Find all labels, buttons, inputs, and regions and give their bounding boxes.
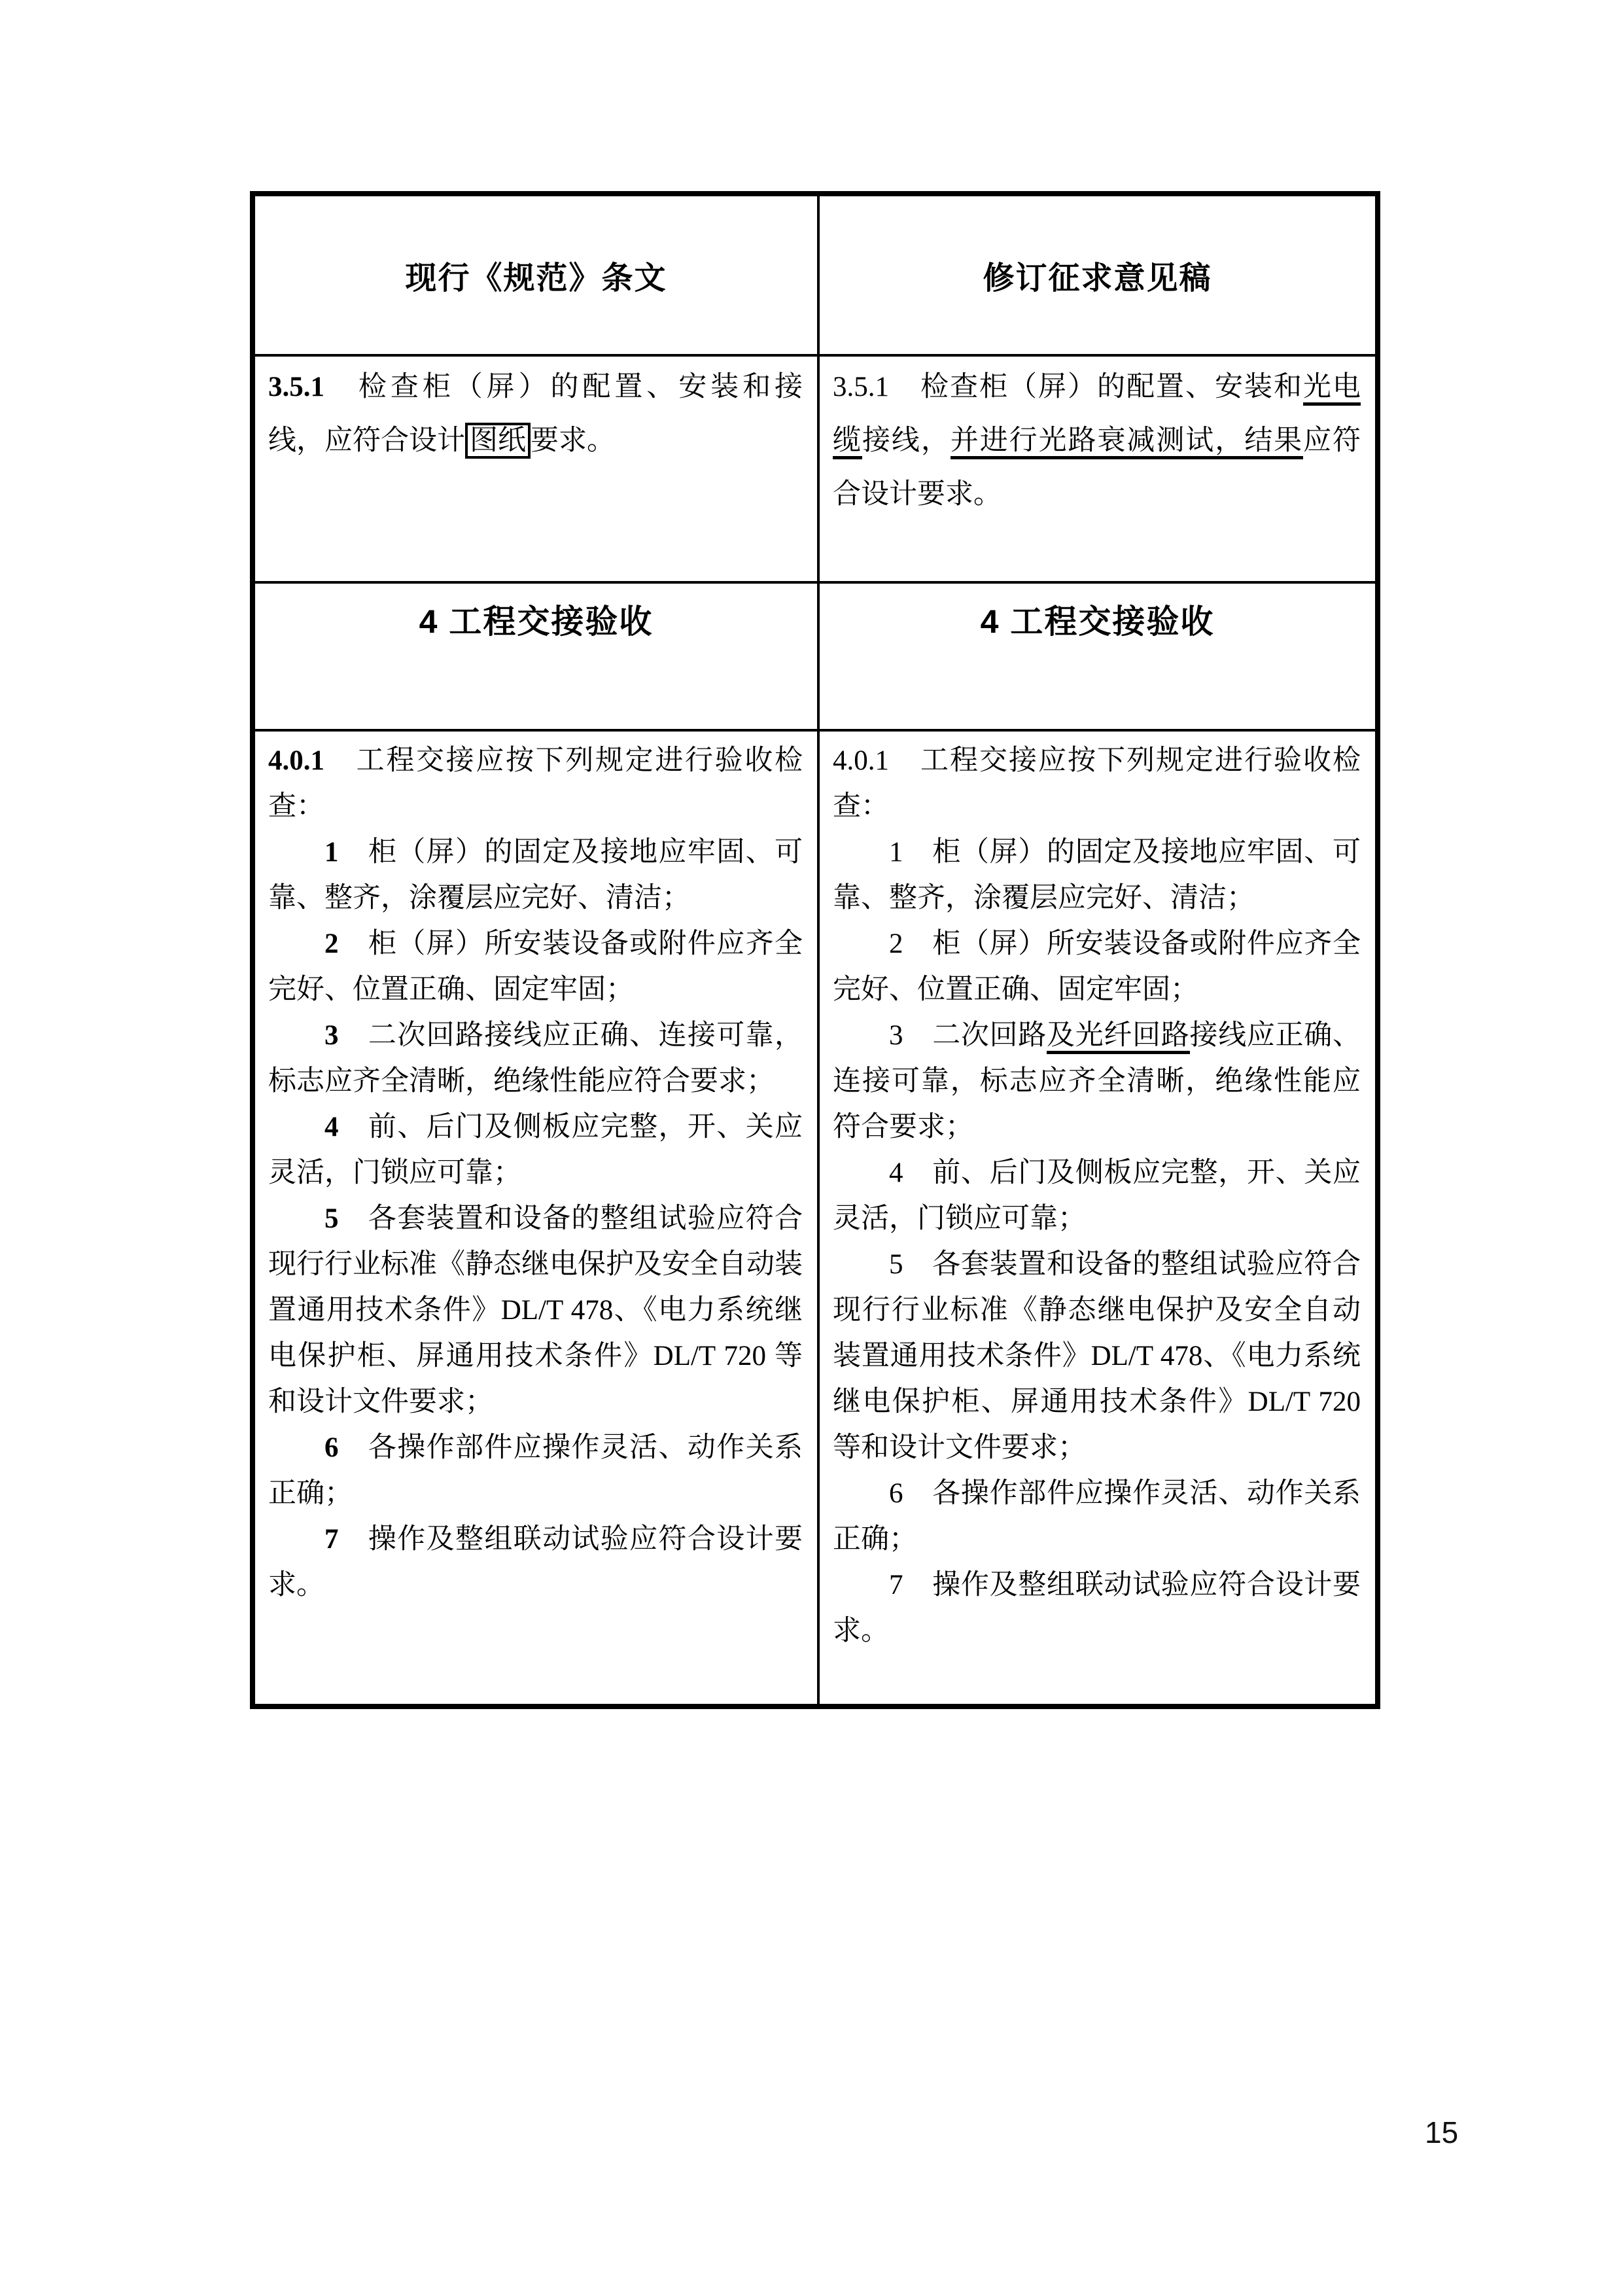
list-item: 6 各操作部件应操作灵活、动作关系正确； [268, 1432, 803, 1509]
item-number: 2 [324, 928, 339, 959]
inserted-text: 并进行光路衰减测试，结果 [951, 425, 1303, 459]
inserted-text: 及光纤回路 [1047, 1020, 1190, 1054]
item-number: 3 [889, 1020, 903, 1051]
clause-3-5-1-current [255, 357, 820, 581]
item-number: 3 [324, 1020, 339, 1051]
list-item: 1 柜（屏）的固定及接地应牢固、可靠、整齐，涂覆层应完好、清洁； [833, 837, 1361, 913]
inserted-text: 光电缆 [833, 372, 1361, 459]
list-item: 3 二次回路接线应正确、连接可靠，标志应齐全清晰，绝缘性能应符合要求； [268, 1020, 803, 1097]
list-item: 2 柜（屏）所安装设备或附件应齐全完好、位置正确、固定牢固； [268, 928, 803, 1005]
list-item: 4 前、后门及侧板应完整，开、关应灵活，门锁应可靠； [833, 1157, 1361, 1234]
clause-4-0-1-revised [820, 732, 1375, 1704]
item-number: 5 [324, 1203, 339, 1234]
list-item: 2 柜（屏）所安装设备或附件应齐全完好、位置正确、固定牢固； [833, 928, 1361, 1005]
clause-number: 4.0.1 [268, 745, 324, 776]
clause-intro: 4.0.1 工程交接应按下列规定进行验收检查： [268, 745, 803, 822]
comparison-table [250, 191, 1380, 1709]
item-number: 2 [889, 928, 903, 959]
item-number: 1 [324, 837, 339, 868]
clause-3-5-1-revised [820, 357, 1375, 581]
list-item: 7 操作及整组联动试验应符合设计要求。 [268, 1524, 803, 1600]
item-number: 4 [889, 1157, 903, 1188]
item-number: 6 [324, 1432, 339, 1463]
list-item: 3 二次回路及光纤回路接线应正确、连接可靠，标志应齐全清晰，绝缘性能应符合要求； [833, 1020, 1361, 1142]
table-header-row [255, 196, 1375, 357]
header-current-spec: 现行《规范》条文 [255, 196, 820, 354]
list-item: 1 柜（屏）的固定及接地应牢固、可靠、整齐，涂覆层应完好、清洁； [268, 837, 803, 913]
item-number: 4 [324, 1112, 339, 1142]
item-number: 1 [889, 837, 903, 868]
clause-3-5-1-revised-text: 3.5.1 检查柜（屏）的配置、安装和光电缆接线，并进行光路衰减测试，结果应符合设计要求。 [833, 372, 1361, 510]
item-number: 6 [889, 1478, 903, 1509]
boxed-deleted-text: 图纸 [465, 423, 531, 459]
clause-number: 3.5.1 [833, 372, 889, 402]
header-revision-draft: 修订征求意见稿 [983, 261, 1212, 296]
section-heading-revised: 4 工程交接验收 [980, 603, 1215, 640]
clause-number: 4.0.1 [833, 745, 889, 776]
section-heading-current: 4 工程交接验收 [255, 584, 820, 729]
item-number: 7 [889, 1570, 903, 1600]
list-item: 5 各套装置和设备的整组试验应符合现行行业标准《静态继电保护及安全自动装置通用技术条件》DL/T 478、《电力系统继电保护柜、屏通用技术条件》DL/T 720 等和设计文件要求； [833, 1249, 1361, 1463]
row-clause-3-5-1 [255, 357, 1375, 584]
list-item: 5 各套装置和设备的整组试验应符合现行行业标准《静态继电保护及安全自动装置通用技术条件》DL/T 478、《电力系统继电保护柜、屏通用技术条件》DL/T 720 等和设计文件要求； [268, 1203, 803, 1417]
clause-number: 3.5.1 [268, 372, 324, 402]
list-item: 6 各操作部件应操作灵活、动作关系正确； [833, 1478, 1361, 1555]
list-item: 4 前、后门及侧板应完整，开、关应灵活，门锁应可靠； [268, 1112, 803, 1188]
row-clause-4-0-1 [255, 732, 1375, 1704]
clause-3-5-1-current-text: 3.5.1 检查柜（屏）的配置、安装和接线，应符合设计 图纸 要求。 [268, 361, 803, 468]
item-number: 5 [889, 1249, 903, 1280]
item-number: 7 [324, 1524, 339, 1555]
list-item: 7 操作及整组联动试验应符合设计要求。 [833, 1570, 1361, 1646]
clause-4-0-1-current [255, 732, 820, 1704]
clause-intro: 4.0.1 工程交接应按下列规定进行验收检查： [833, 745, 1361, 822]
row-section-heading [255, 584, 1375, 732]
page-number: 15 [1425, 2115, 1459, 2149]
